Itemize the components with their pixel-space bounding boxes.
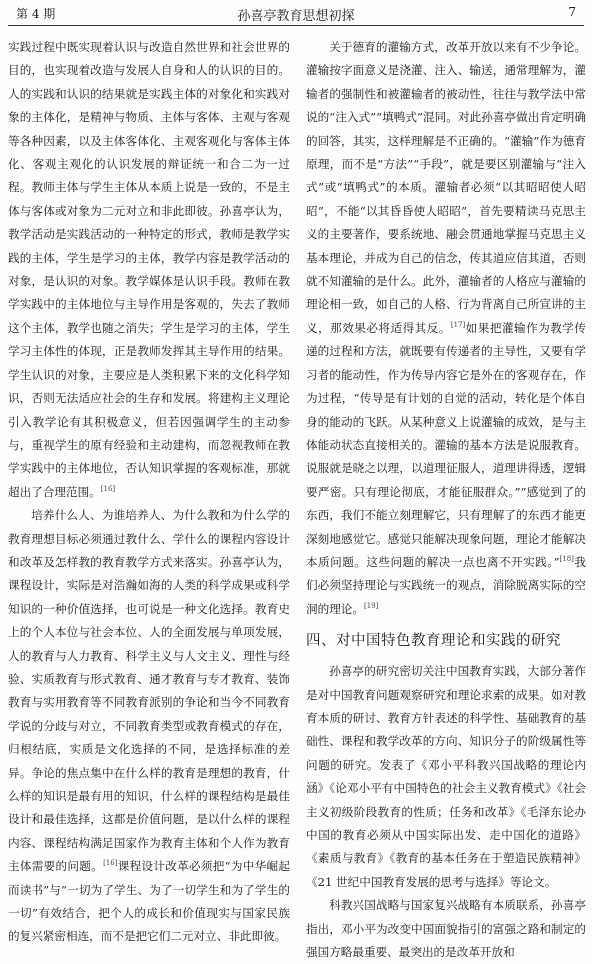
paragraph (8, 36, 290, 504)
paragraph-text: 如果把灌输作为教学传递的过程和方法，就既要有传递者的主导性，又要有学习者的能动性，作为传导内容它是外在的客观存在，作为过程，“传导是有计划的自觉的活动，转化是个体自身的能动的飞跃。从某种意义上说灌输的成效，是与主体能动状态直接相关的。灌输的基本方法是说服教育。说服就是晓之以理，以道理征服人，道理讲得透，逻辑要严密。只有理论彻底，才能征服群众。”“感觉到了的东西，我们不能立刻理解它，只有理解了的东西才能更深刻地感觉它。感觉只能解决现象问题，理论才能解决本质问题。这些问题的解决一点也离不开实践。” (306, 320, 586, 569)
section-heading: 四、对中国特色教育理论和实践的研究 (306, 633, 561, 650)
paragraph-text: 孙喜亭的研究密切关注中国教育实践，大部分著作是对中国教育问题观察研究和理论求索的成果。如对教育本质的研讨、教育方针表述的科学性、基础教育的基础性、课程和教学改革的方向、知识分子的阶级属性等问题的研究。发表了《邓小平科教兴国战略的理论内涵》《论邓小平有中国特色的社会主义教育模式》《社会主义初级阶段教育的性质；任务和改革》《毛泽东论办中国的教育必须从中国实际出发、走中国化的道路》《素质与教育》《教育的基本任务在于塑造民族精神》《21 世纪中国教育发展的思考与选择》等论文。 (306, 664, 586, 889)
paragraph (306, 894, 586, 964)
issue-number: 第 4 期 (16, 7, 56, 21)
citation-ref[interactable]: [17] (450, 321, 466, 330)
paragraph (306, 660, 586, 894)
page-header (0, 0, 592, 30)
running-title: 孙喜亭教育思想初探 (237, 9, 355, 24)
citation-ref[interactable]: [16] (103, 859, 118, 868)
page-number: 7 (568, 5, 576, 19)
citation-ref[interactable]: [16] (100, 484, 116, 493)
header-rule (8, 25, 584, 26)
paragraph-text: 培养什么人、为谁培养人、为什么教和为什么学的教育理想目标必须通过教什么、学什么的课程内容设计和改革及怎样教的教育教学方式来落实。孙喜亭认为，课程设计，实际是对浩瀚如海的人类的科学成果或科学知识的一种价值选择，也可说是一种文化选择。教育史上的个人本位与社会本位、人的全面发展与单项发展，人的教育与人力教育、科学主义与人文主义、理性与经验、实质教育与形式教育、通才教育与专才教育、装饰教育与实用教育等不同教育派别的争论和当今不同教育学说的分歧与对立，不同教育类型或教育模式的存在，归根结底，实质是文化选择的不同，是选择标准的差异。争论的焦点集中在什么样的教育是理想的教育，什么样的知识是最有用的知识，什么样的课程结构是最佳设计和最佳选择，这都是价值问题，是以什么样的课程内容、课程结构满足国家作为教育主体和个人作为教育主体需要的问题。 (8, 508, 290, 874)
paragraph-text: 我们必须坚持理论与实践统一的观点，消除脱离实际的空洞的理论。 (306, 554, 586, 616)
paragraph (8, 504, 290, 949)
citation-ref[interactable]: [19] (363, 601, 379, 610)
left-column (8, 36, 290, 944)
right-column (306, 36, 586, 960)
paragraph-text: 实践过程中既实现着认识与改造自然世界和社会世界的目的，也实现着改造与发展人自身和人的认识的目的。人的实践和认识的结果就是实践主体的对象化和实践对象的主体化，是精神与物质、主体与客体、主观与客观等各种因素，以及主体客体化、主观客观化与客体主体化、客观主观化的认识发展的辩证统一和合二为一过程。教师主体与学生主体从本质上说是一致的，不是主体与客体或对象为二元对立和非此即彼。孙喜亭认为，教学活动是实践活动的一种特定的形式，教师是教学实践的主体，学生是学习的主体，教学内容是教学活动的对象，是认识的对象。教学媒体是认识手段。教师在教学实践中的主体地位与主导作用是客观的，失去了教师这个主体，教学也随之消失；学生是学习的主体，学生学习主体性的体现，正是教师发挥其主导作用的结果。学生认识的对象，主要应是人类积累下来的文化科学知识，否则无法适应社会的生存和发展。将建构主义理论引入教学论有其积极意义，但若因强调学生的主动参与，重视学生的原有经验和主动建构，而忽视教师在教学实践中的主体地位，否认知识掌握的客观标准，那就超出了合理范围。 (8, 40, 290, 499)
paragraph (306, 36, 586, 621)
paragraph-text: 关于德育的灌输方式，改革开放以来有不少争论。灌输按字面意义是浇灌、注入、输送，通常理解为，灌输者的强制性和被灌输者的被动性，往往与教学法中常说的“注入式”“填鸭式”混同。对此孙喜亭做出肯定明确的回答，其实，这样理解是不正确的。“灌输”作为德育原理，而不是“方法”“手段”，就是要区别灌输与“注入式”或“填鸭式”的本质。灌输者必须“以其昭昭使人昭昭”，不能“以其昏昏使人昭昭”，首先要精读马克思主义的主要著作，要系统地、融会贯通地掌握马克思主义基本理论，并成为自己的信念，传其道应信其道，否则就不知灌输的是什么。此外，灌输者的人格应与灌输的理论相一致，如自己的人格、行为背离自己所宣讲的主义，那效果必将适得其反。 (306, 40, 586, 335)
paragraph-text: 科教兴国战略与国家复兴战略有本质联系，孙喜亭指出，邓小平为改变中国面貌指引的富强之路和制定的强国方略最重要、最突出的是改革开放和 (306, 898, 586, 960)
citation-ref[interactable]: [18] (559, 555, 574, 564)
paragraph-text: 课程设计改革必须把“为中华崛起而读书”与“一切为了学生、为了一切学生和为了学生的一切”有效结合，把个人的成长和价值现实与国家民族的复兴紧密相连，而不是把它们二元对立、非此即彼。 (8, 859, 290, 944)
